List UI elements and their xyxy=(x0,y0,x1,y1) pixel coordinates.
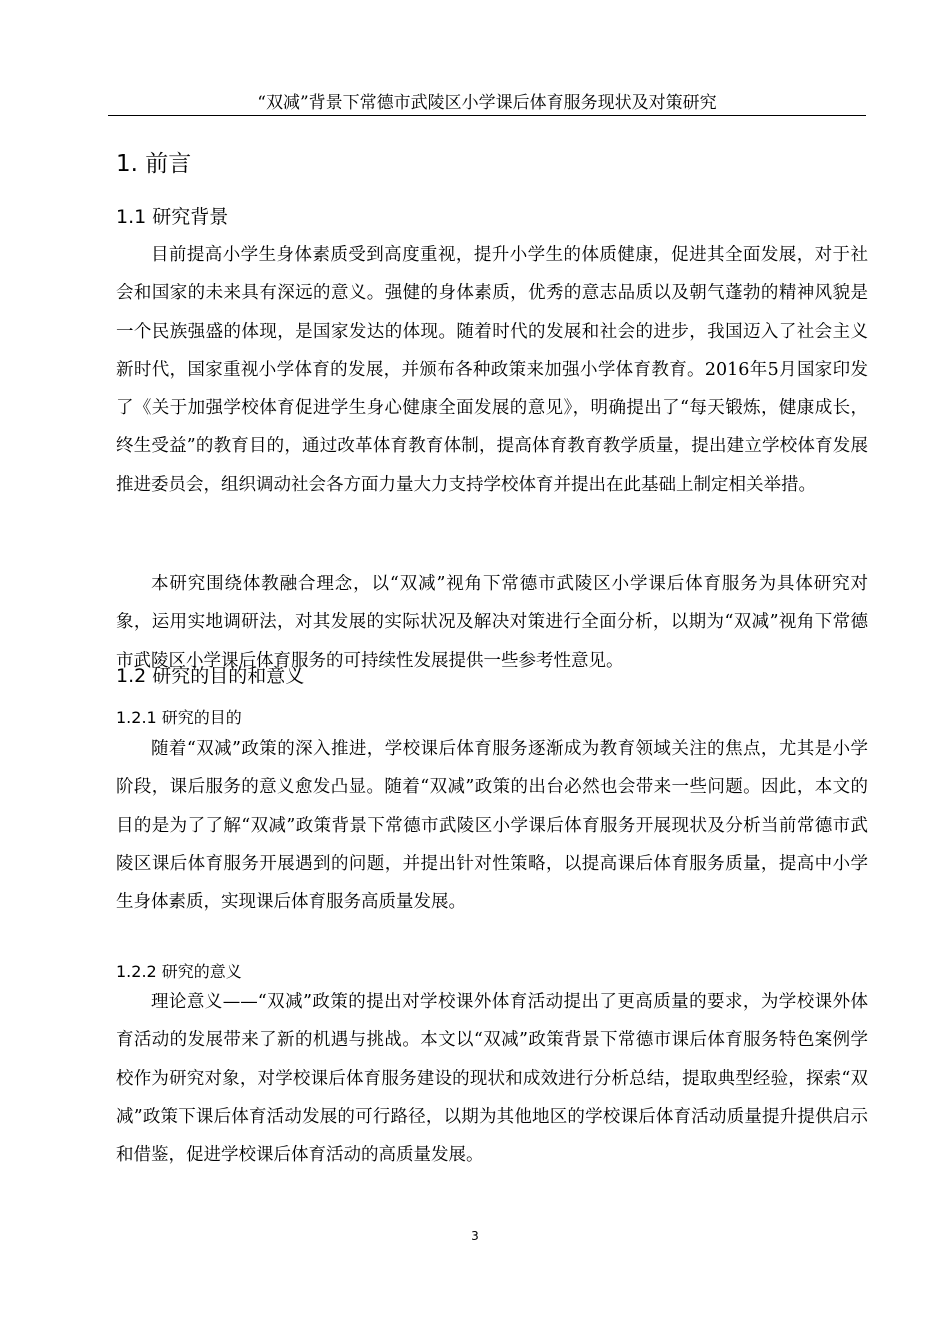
section-heading-1-1: 1.1 研究背景 xyxy=(116,206,229,228)
header-divider xyxy=(108,115,866,116)
section-heading-1-2: 1.2 研究的目的和意义 xyxy=(116,665,305,687)
section-heading-1: 1. 前言 xyxy=(116,151,192,177)
section-heading-1-2-2: 1.2.2 研究的意义 xyxy=(116,962,242,981)
paragraph-research-purpose: 随着“双减”政策的深入推进，学校课后体育服务逐渐成为教育领域关注的焦点，尤其是小学阶段，课后服务的意义愈发凸显。随着“双减”政策的出台必然也会带来一些问题。因此，本文的目的是为了了解“双减”政策背景下常德市武陵区小学课后体育服务开展现状及分析当前常德市武陵区课后体育服务开展遇到的问题，并提出针对性策略，以提高课后体育服务质量，提高中小学生身体素质，实现课后体育服务高质量发展。 xyxy=(116,739,868,913)
paragraph-research-significance: 理论意义——“双减”政策的提出对学校课外体育活动提出了更高质量的要求，为学校课外体育活动的发展带来了新的机遇与挑战。本文以“双减”政策背景下常德市课后体育服务特色案例学校作为研究对象，对学校课后体育服务建设的现状和成效进行分析总结，提取典型经验，探索“双减”政策下课后体育活动发展的可行路径，以期为其他地区的学校课后体育活动质量提升提供启示和借鉴，促进学校课后体育活动的高质量发展。 xyxy=(116,992,868,1166)
paragraph-research-background-1: 目前提高小学生身体素质受到高度重视，提升小学生的体质健康，促进其全面发展，对于社会和国家的未来具有深远的意义。强健的身体素质，优秀的意志品质以及朝气蓬勃的精神风貌是一个民族强盛的体现，是国家发达的体现。随着时代的发展和社会的进步，我国迈入了社会主义新时代，国家重视小学体育的发展，并颁布各种政策来加强小学体育教育。2016年5月国家印发了《关于加强学校体育促进学生身心健康全面发展的意见》，明确提出了“每天锻炼，健康成长，终生受益”的教育目的，通过改革体育教育体制，提高体育教育教学质量，提出建立学校体育发展推进委员会，组织调动社会各方面力量大力支持学校体育并提出在此基础上制定相关举措。 xyxy=(116,245,868,495)
running-header-title: “双减”背景下常德市武陵区小学课后体育服务现状及对策研究 xyxy=(257,93,717,113)
section-heading-1-2-1: 1.2.1 研究的目的 xyxy=(116,708,242,727)
page-number: 3 xyxy=(471,1229,479,1243)
paragraph-research-background-2: 本研究围绕体教融合理念，以“双减”视角下常德市武陵区小学课后体育服务为具体研究对象，运用实地调研法，对其发展的实际状况及解决对策进行全面分析，以期为“双减”视角下常德市武陵区小学课后体育服务的可持续性发展提供一些参考性意见。 xyxy=(116,574,868,671)
